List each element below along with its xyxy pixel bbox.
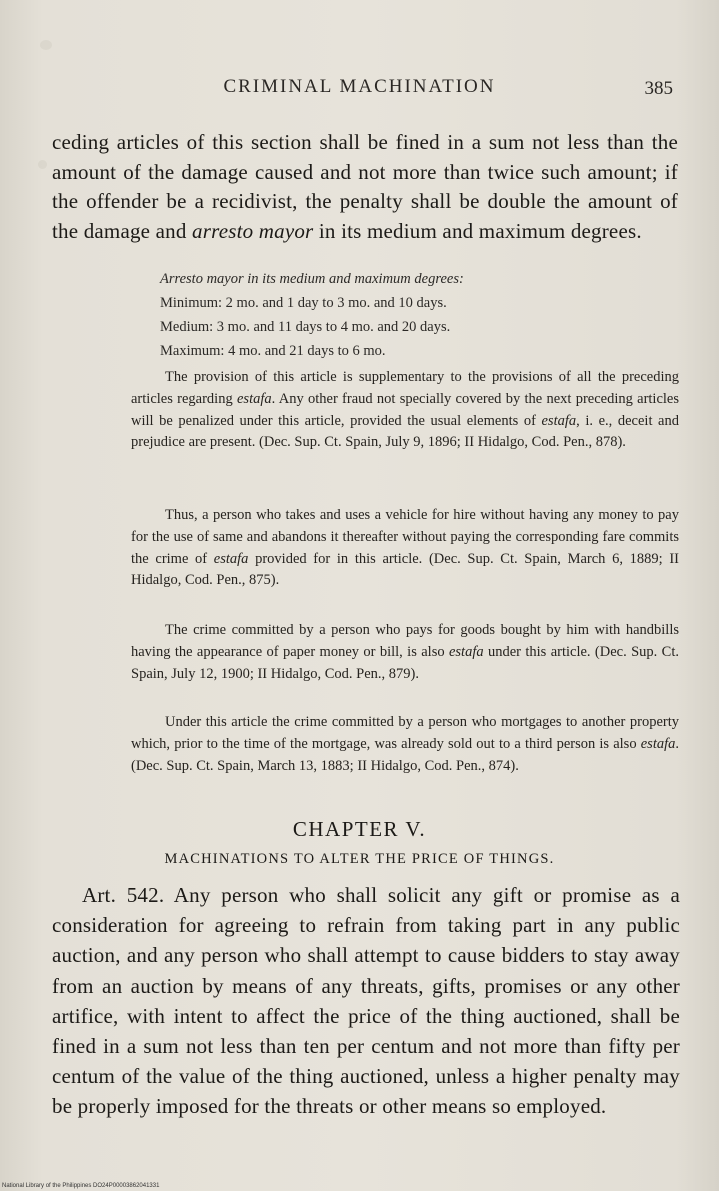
article-text: Any person who shall solicit any gift or promise as a consideration for agreeing to refrain from taking part in any public auction, and any person who shall attempt to cause bidders to stay away from an auction by means of any threats, gifts, promises or any other artifice, with intent to affect the price of the thing auctioned, shall be fined in a sum not less than ten per centum and not more than fifty per centum of the value of the thing auctioned, unless a higher penalty may be properly imposed for the threats or other means so employed. — [52, 883, 680, 1119]
article-label: Art. 542. — [82, 883, 165, 907]
chapter-subtitle: MACHINATIONS TO ALTER THE PRICE OF THINGS. — [164, 851, 555, 867]
note-paragraph — [131, 505, 679, 592]
note-paragraph — [131, 620, 679, 685]
computation-maximum: Maximum: 4 mo. and 21 days to 6 mo. — [160, 343, 386, 359]
computation-minimum: Minimum: 2 mo. and 1 day to 3 mo. and 10 days. — [160, 295, 447, 311]
note-text: The crime committed by a person who pays for goods bought by him with handbills having the appearance of paper money or bill, is also — [131, 622, 679, 660]
note-text: Thus, a person who takes and uses a vehicle for hire without having any money to pay for the use of same and abandons it thereafter without paying the corresponding fare commits the crime of — [131, 507, 679, 567]
page-number: 385 — [644, 78, 673, 99]
running-head: CRIMINAL MACHINATION — [223, 76, 496, 97]
note-italic-term: estafa — [448, 643, 484, 660]
note-text: The provision of this article is supplementary to the provisions of all the preceding articles regarding — [131, 369, 679, 407]
note-text: . (Dec. Sup. Ct. Spain, March 13, 1883; II Hidalgo, Cod. Pen., 874). — [131, 735, 679, 774]
note-text: Under this article the crime committed by a person who mortgages to another property which, prior to the time of the mortgage, was already sold out to a third person is also — [131, 714, 679, 752]
paper-speck — [38, 160, 47, 169]
intro-italic-term: arresto mayor — [192, 218, 314, 243]
intro-paragraph — [52, 128, 678, 246]
page-header — [0, 76, 719, 106]
article-542 — [52, 880, 680, 1122]
paper-speck — [40, 40, 52, 50]
digitization-credit: National Library of the Philippines DO24P00003862041331 — [2, 1183, 160, 1189]
computation-medium: Medium: 3 mo. and 11 days to 4 mo. and 20 days. — [160, 319, 451, 335]
note-paragraph — [131, 367, 679, 454]
note-text: , i. e., deceit and prejudice are present. (Dec. Sup. Ct. Spain, July 9, 1896; II Hidalgo, Cod. Pen., 878). — [131, 412, 679, 451]
computation-title: Arresto mayor in its medium and maximum degrees: — [160, 271, 464, 287]
intro-text: ceding articles of this section shall be fined in a sum not less than the amount of the damage caused and not more than twice such amount; if the offender be a recidivist, the penalty shall be double the amount of the damage and — [52, 130, 678, 243]
intro-text-end: in its medium and maximum degrees. — [313, 218, 642, 243]
note-italic-term: estafa — [640, 735, 676, 752]
note-italic-term: estafa — [541, 412, 577, 429]
penalty-computation — [160, 267, 660, 363]
chapter-heading: CHAPTER V. — [292, 817, 427, 841]
note-text: provided for in this article. (Dec. Sup. Ct. Spain, March 6, 1889; II Hidalgo, Cod. Pen., 875). — [131, 550, 679, 589]
note-paragraph — [131, 712, 679, 777]
note-text: under this article. (Dec. Sup. Ct. Spain, July 12, 1900; II Hidalgo, Cod. Pen., 879). — [131, 643, 679, 682]
note-italic-term: estafa — [213, 550, 249, 567]
note-italic-term: estafa — [236, 390, 272, 407]
note-text: . Any other fraud not specially covered by the next preceding articles will be penalized under this article, provided the usual elements of — [131, 390, 680, 429]
